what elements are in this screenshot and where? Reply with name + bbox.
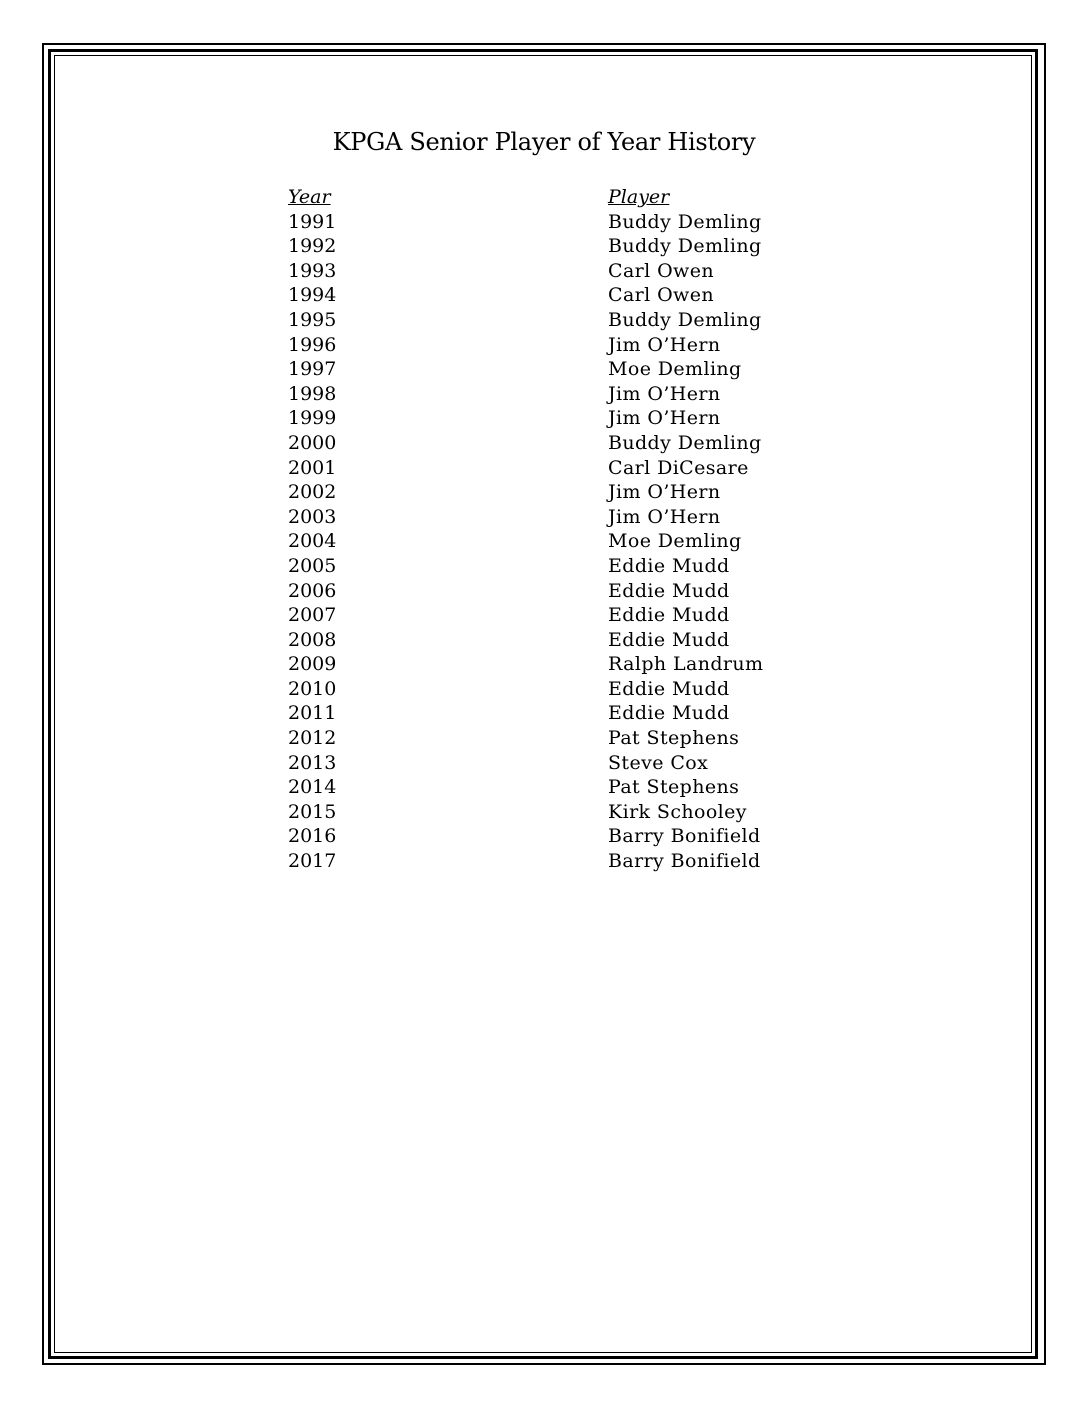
table-row (288, 554, 808, 579)
year-cell: 1992 (288, 235, 337, 258)
year-cell: 2011 (288, 702, 337, 725)
table-row (288, 505, 808, 530)
table-row (288, 234, 808, 259)
player-cell: Buddy Demling (608, 308, 762, 331)
table-header-row (288, 185, 808, 210)
player-cell: Eddie Mudd (608, 554, 730, 577)
year-cell: 1997 (288, 358, 337, 381)
player-column-header: Player (608, 186, 670, 208)
year-cell: 2017 (288, 850, 337, 873)
table-row (288, 579, 808, 604)
player-cell: Buddy Demling (608, 235, 762, 258)
player-cell: Moe Demling (608, 530, 742, 553)
table-row (288, 701, 808, 726)
player-cell: Pat Stephens (608, 727, 740, 750)
table-row (288, 210, 808, 235)
year-cell: 1999 (288, 407, 337, 430)
year-cell: 2010 (288, 677, 337, 700)
table-body (288, 210, 808, 874)
year-column-header: Year (288, 186, 331, 208)
year-cell: 2006 (288, 579, 337, 602)
table-row (288, 824, 808, 849)
player-cell: Eddie Mudd (608, 677, 730, 700)
table-row (288, 652, 808, 677)
table-row (288, 726, 808, 751)
table-row (288, 603, 808, 628)
player-cell: Barry Bonifield (608, 825, 761, 848)
player-cell: Jim O’Hern (608, 382, 721, 405)
year-cell: 2000 (288, 431, 337, 454)
player-cell: Jim O’Hern (608, 505, 721, 528)
player-cell: Jim O’Hern (608, 481, 721, 504)
player-cell: Carl Owen (608, 284, 714, 307)
player-cell: Jim O’Hern (608, 407, 721, 430)
year-cell: 2009 (288, 653, 337, 676)
player-cell: Eddie Mudd (608, 628, 730, 651)
table-row (288, 333, 808, 358)
year-cell: 2002 (288, 481, 337, 504)
year-cell: 2012 (288, 727, 337, 750)
year-cell: 1996 (288, 333, 337, 356)
table-row (288, 751, 808, 776)
table-row (288, 800, 808, 825)
table-row (288, 283, 808, 308)
year-cell: 2008 (288, 628, 337, 651)
table-row (288, 406, 808, 431)
year-cell: 2003 (288, 505, 337, 528)
year-cell: 2005 (288, 554, 337, 577)
year-cell: 2016 (288, 825, 337, 848)
year-cell: 1995 (288, 308, 337, 331)
year-cell: 2004 (288, 530, 337, 553)
year-cell: 2014 (288, 776, 337, 799)
year-cell: 2013 (288, 751, 337, 774)
page-title: KPGA Senior Player of Year History (332, 128, 756, 156)
table-row (288, 529, 808, 554)
player-cell: Steve Cox (608, 751, 709, 774)
table-row (288, 677, 808, 702)
player-cell: Jim O’Hern (608, 333, 721, 356)
player-cell: Kirk Schooley (608, 800, 747, 823)
player-cell: Barry Bonifield (608, 850, 761, 873)
player-cell: Moe Demling (608, 358, 742, 381)
year-cell: 2007 (288, 604, 337, 627)
player-cell: Eddie Mudd (608, 604, 730, 627)
table-row (288, 308, 808, 333)
player-cell: Eddie Mudd (608, 579, 730, 602)
year-cell: 2001 (288, 456, 337, 479)
table-row (288, 628, 808, 653)
table-row (288, 849, 808, 874)
table-row (288, 382, 808, 407)
table-row (288, 456, 808, 481)
player-cell: Pat Stephens (608, 776, 740, 799)
history-table (288, 185, 808, 874)
year-cell: 2015 (288, 800, 337, 823)
player-cell: Carl Owen (608, 259, 714, 282)
table-row (288, 431, 808, 456)
year-cell: 1993 (288, 259, 337, 282)
table-row (288, 357, 808, 382)
player-cell: Buddy Demling (608, 431, 762, 454)
player-cell: Buddy Demling (608, 210, 762, 233)
table-row (288, 480, 808, 505)
player-cell: Ralph Landrum (608, 653, 764, 676)
table-row (288, 259, 808, 284)
year-cell: 1994 (288, 284, 337, 307)
table-row (288, 775, 808, 800)
year-cell: 1998 (288, 382, 337, 405)
year-cell: 1991 (288, 210, 337, 233)
player-cell: Eddie Mudd (608, 702, 730, 725)
player-cell: Carl DiCesare (608, 456, 749, 479)
